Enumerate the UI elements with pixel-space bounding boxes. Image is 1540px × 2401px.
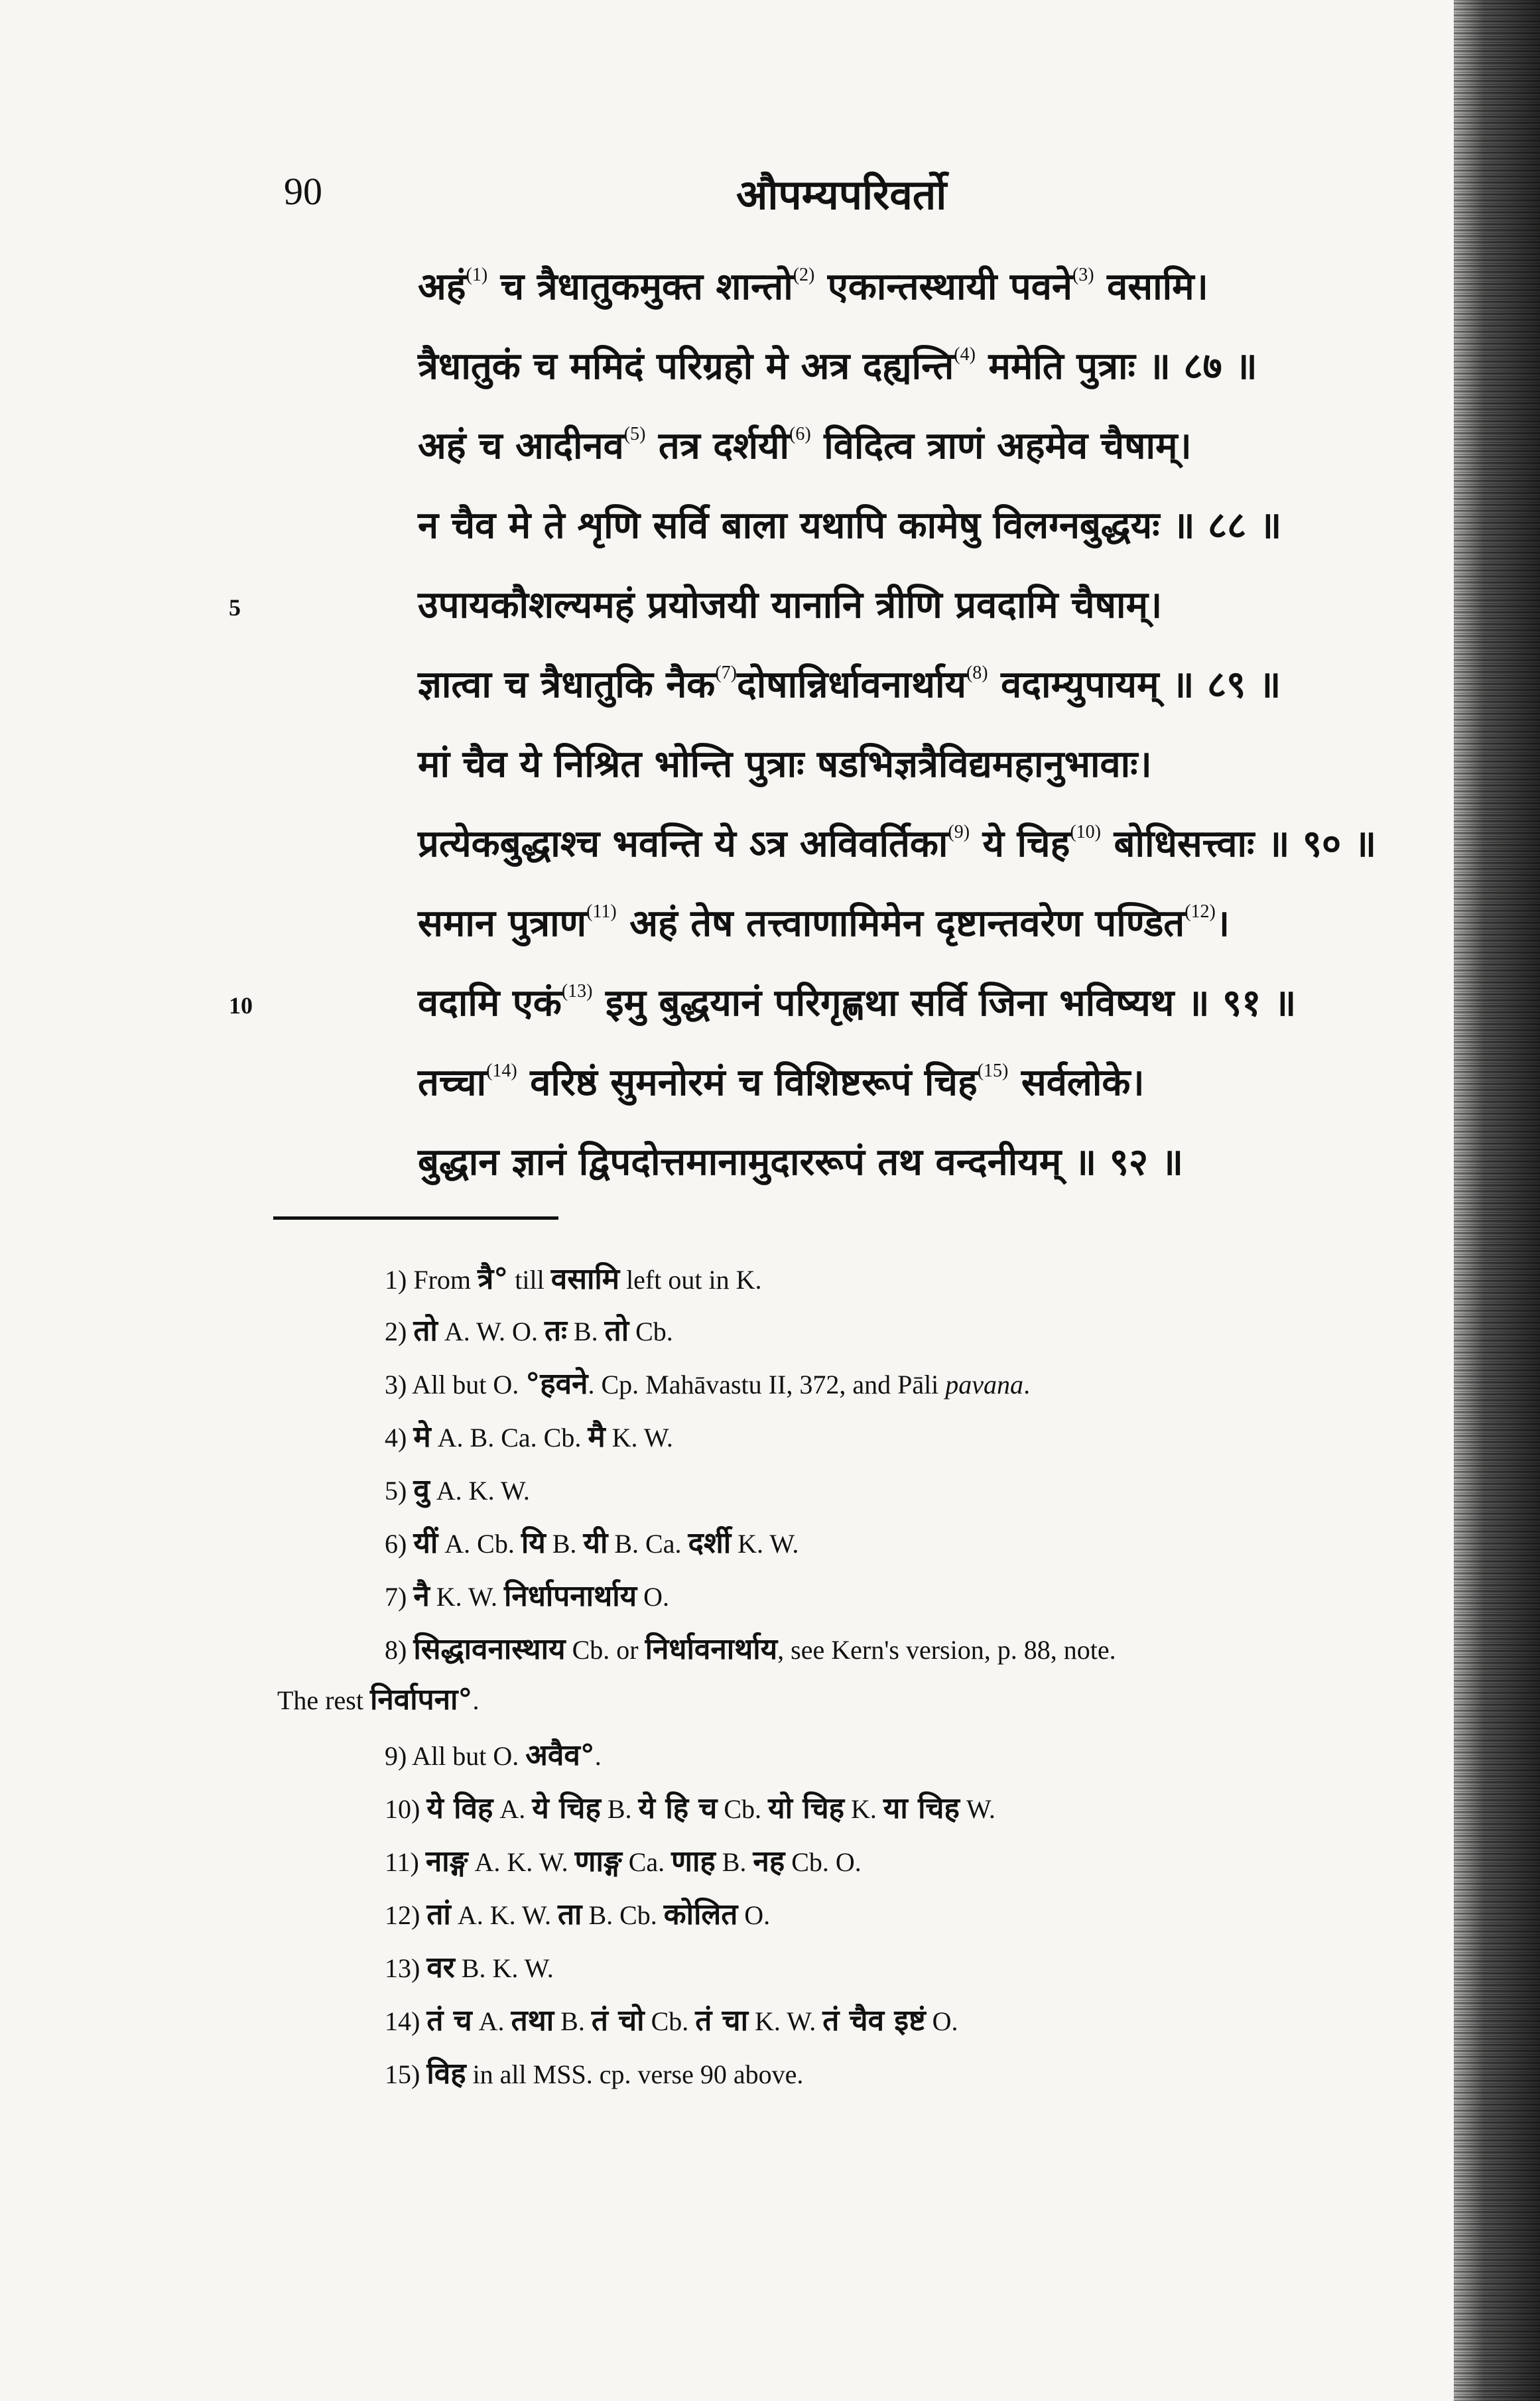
verse-line: अहं च आदीनव$^{(5)}$ तत्र दर्शयी$^{(6)}$ विदित्व त्राणं अहमेव चैषाम्। — [418, 424, 1192, 468]
verse-line: प्रत्येकबुद्धाश्च भवन्ति ये ऽत्र अविवर्तिका$^{(9)}$ ये चिह$^{(10)}$ बोधिसत्त्वाः ॥ ९० ॥ — [418, 822, 1377, 866]
running-head: औपम्यपरिवर्तो — [736, 170, 947, 219]
verse-line: त्रैधातुकं च ममिदं परिग्रहो मे अत्र दह्यन्ति$^{(4)}$ ममेति पुत्राः ॥ ८७ ॥ — [418, 344, 1257, 388]
footnote: 13) वर B. K. W. — [385, 1951, 554, 1984]
line-number: 5 — [229, 594, 241, 621]
page-number: 90 — [284, 170, 322, 213]
footnote: 7) नै K. W. निर्धापनार्थाय O. — [385, 1579, 670, 1613]
footnote: 15) विह in all MSS. cp. verse 90 above. — [385, 2057, 804, 2091]
footnote: 2) तो A. W. O. तः B. तो Cb. — [385, 1314, 673, 1348]
footnote: 11) नाङ्ग A. K. W. णाङ्ग Ca. णाह B. नह Cb. O. — [385, 1845, 862, 1878]
footnote: 8) सिद्धावनास्थाय Cb. or निर्धावनार्थाय, see Kern's version, p. 88, note. — [385, 1632, 1116, 1666]
verse-line: न चैव मे ते शृणि सर्वि बाला यथापि कामेषु विलग्नबुद्धयः ॥ ८८ ॥ — [418, 503, 1282, 547]
verse-line: तच्चा$^{(14)}$ वरिष्ठं सुमनोरमं च विशिष्टरूपं चिह$^{(15)}$ सर्वलोके। — [418, 1061, 1145, 1104]
footnote-rule — [273, 1216, 558, 1220]
verse-line: मां चैव ये निश्रित भोन्ति पुत्राः षडभिज्ञत्रैविद्यमहानुभावाः। — [418, 742, 1152, 786]
verse-line: वदामि एकं$^{(13)}$ इमु बुद्धयानं परिगृह्णथा सर्वि जिना भविष्यथ ॥ ९१ ॥ — [418, 981, 1297, 1025]
verse-line: उपायकौशल्यमहं प्रयोजयी यानानि त्रीणि प्रवदामि चैषाम्। — [418, 583, 1163, 627]
footnote: 4) मे A. B. Ca. Cb. मै K. W. — [385, 1420, 673, 1454]
footnote-continuation: The rest निर्वापना°. — [277, 1683, 480, 1717]
footnote: 6) यीं A. Cb. यि B. यी B. Ca. दर्शी K. W. — [385, 1526, 799, 1560]
footnote: 3) All but O. °हवने. Cp. Mahāvastu II, 372, and Pāli pavana. — [385, 1367, 1031, 1401]
verse-line: ज्ञात्वा च त्रैधातुकि नैक$^{(7)}$दोषान्निर्धावनार्थाय$^{(8)}$ वदाम्युपायम् ॥ ८९ ॥ — [418, 663, 1281, 706]
line-number: 10 — [229, 992, 253, 1019]
binding-edge — [1454, 0, 1540, 2401]
footnote: 12) तां A. K. W. ता B. Cb. कोलित O. — [385, 1898, 771, 1931]
footnote: 14) तं च A. तथा B. तं चो Cb. तं चा K. W. तं चैव इष्टं O. — [385, 2004, 958, 2038]
footnote: 1) From त्रै° till वसामि left out in K. — [385, 1262, 762, 1296]
verse-line: अहं$^{(1)}$ च त्रैधातुकमुक्त शान्तो$^{(2)}$ एकान्तस्थायी पवने$^{(3)}$ वसामि। — [418, 265, 1208, 308]
footnote: 9) All but O. अवैव°. — [385, 1738, 602, 1772]
footnote: 10) ये विह A. ये चिह B. ये हि च Cb. यो चिह K. या चिह W. — [385, 1791, 995, 1825]
footnote: 5) वु A. K. W. — [385, 1473, 530, 1507]
verse-line: बुद्धान ज्ञानं द्विपदोत्तमानामुदाररूपं तथ वन्दनीयम् ॥ ९२ ॥ — [418, 1140, 1183, 1184]
verse-line: समान पुत्राण$^{(11)}$ अहं तेष तत्त्वाणामिमेन दृष्टान्तवरेण पण्डित$^{(12)}$। — [418, 901, 1230, 945]
